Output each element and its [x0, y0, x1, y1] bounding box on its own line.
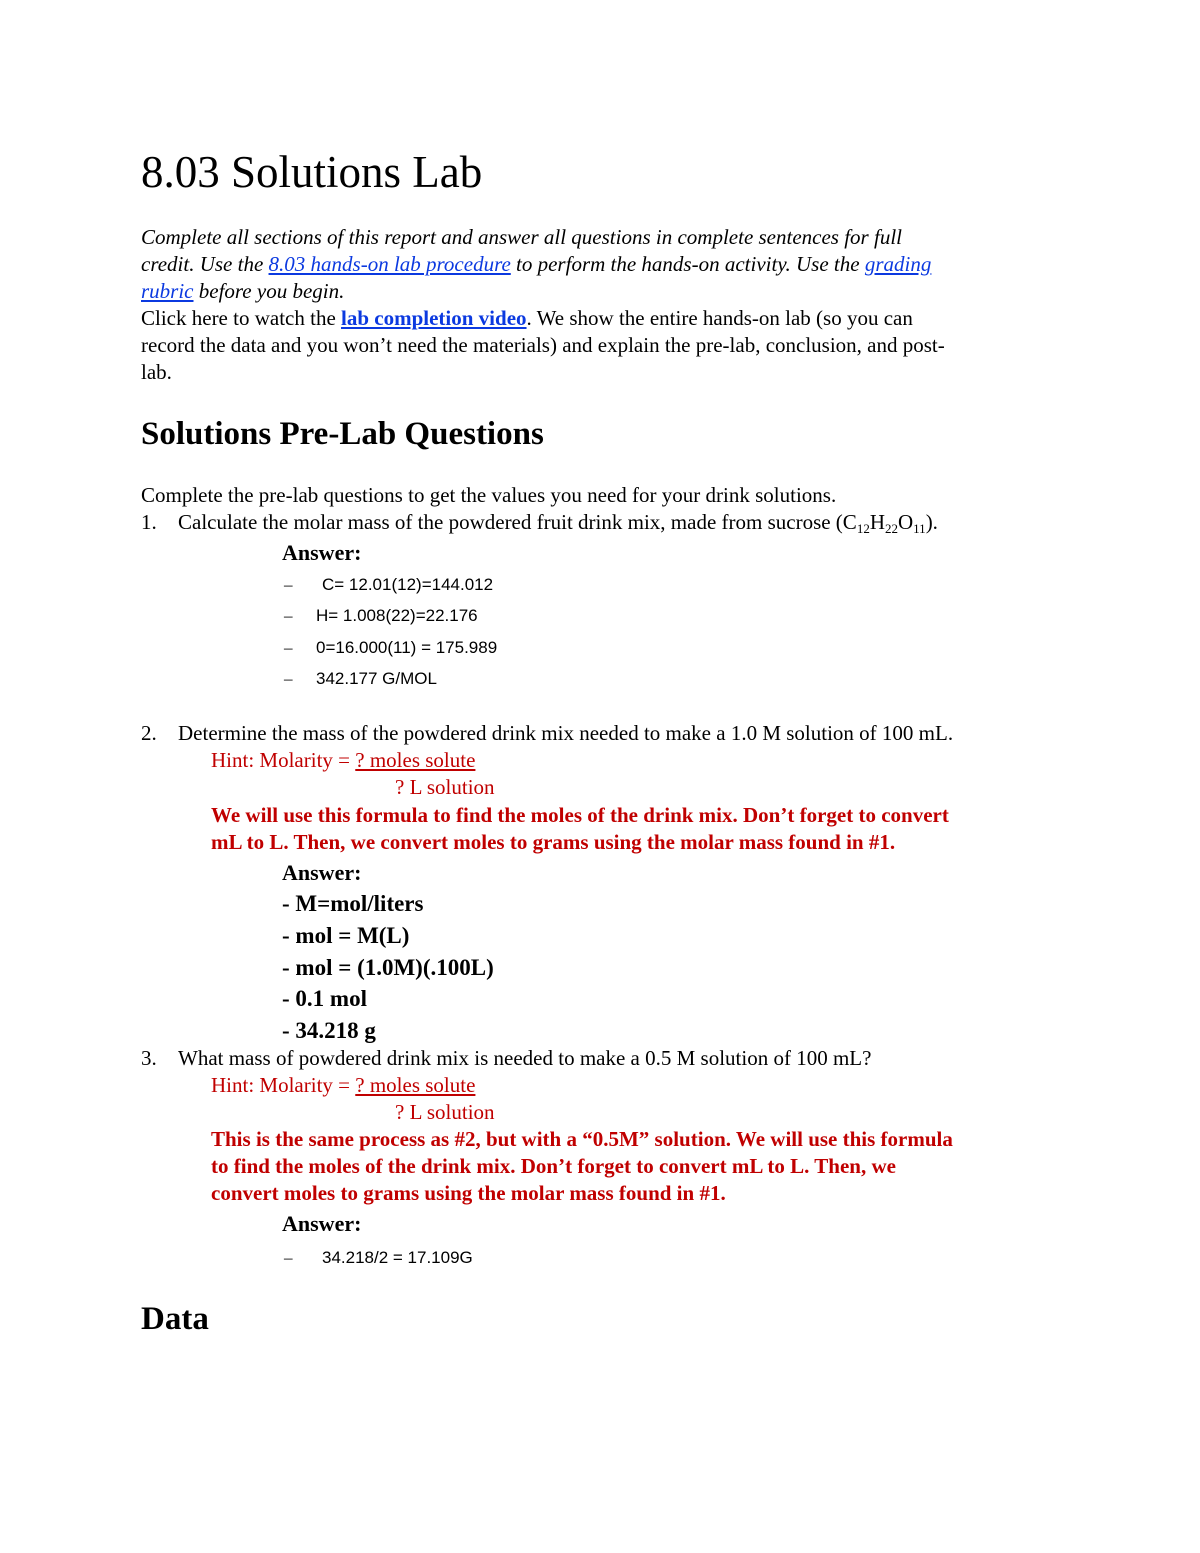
- q1-answer-3: 0=16.000(11) = 175.989: [316, 638, 498, 657]
- video-line-1: [141, 305, 913, 332]
- q3-hint: [211, 1072, 475, 1099]
- q3-bullet-1: –: [284, 1248, 293, 1267]
- prelab-heading: Solutions Pre-Lab Questions: [141, 416, 544, 452]
- intro-line-3: [141, 278, 344, 305]
- q1-sub-c: 12: [856, 521, 870, 536]
- q1-answer-4: 342.177 G/MOL: [316, 669, 437, 688]
- q2-text: Determine the mass of the powdered drink mix needed to make a 1.0 M solution of 100 mL.: [178, 721, 954, 745]
- data-heading: Data: [141, 1301, 209, 1337]
- q3-explain-3: convert moles to grams using the molar mass found in #1.: [211, 1181, 726, 1205]
- video-line-3: lab.: [141, 360, 172, 384]
- video-pre: Click here to watch the: [141, 306, 342, 330]
- q1-bullet-1: –: [284, 575, 293, 594]
- q1-sub-o: 11: [913, 521, 926, 536]
- q1-h: H: [869, 510, 885, 534]
- q3-hint-denominator: ? L solution: [395, 1100, 495, 1124]
- q2-answer-5: - 34.218 g: [282, 1018, 376, 1043]
- q3-text: What mass of powdered drink mix is needed to make a 0.5 M solution of 100 mL?: [178, 1046, 872, 1070]
- lab-video-link[interactable]: lab completion video: [341, 306, 527, 330]
- q1-text-post: ).: [925, 510, 938, 534]
- q1-answer-2: H= 1.008(22)=22.176: [316, 606, 478, 625]
- q1-answer-label: Answer:: [282, 540, 362, 565]
- q3-hint-pre: Hint: Molarity =: [211, 1073, 356, 1097]
- q3-explain-2: to find the moles of the drink mix. Don’t forget to convert mL to L. Then, we: [211, 1154, 896, 1178]
- q3-hint-numerator: ? moles solute: [355, 1073, 476, 1097]
- q1-answer-1: C= 12.01(12)=144.012: [322, 575, 494, 594]
- q2-hint-numerator: ? moles solute: [355, 748, 476, 772]
- video-post: . We show the entire hands-on lab (so you can: [526, 306, 913, 330]
- q1-number: 1.: [141, 510, 157, 534]
- q3-number: 3.: [141, 1046, 157, 1070]
- intro-line-1: Complete all sections of this report and answer all questions in complete sentences for full: [141, 225, 902, 249]
- q2-answer-2: - mol = M(L): [282, 923, 410, 948]
- page-title: 8.03 Solutions Lab: [141, 147, 483, 197]
- q2-answer-3: - mol = (1.0M)(.100L): [282, 955, 494, 980]
- intro-line-2-mid: to perform the hands-on activity. Use the: [510, 252, 865, 276]
- q2-hint: [211, 747, 475, 774]
- video-line-2: record the data and you won’t need the materials) and explain the pre-lab, conclusion, and post-: [141, 333, 945, 357]
- q2-hint-denominator: ? L solution: [395, 775, 495, 799]
- intro-line-2: [141, 251, 931, 278]
- q1-text: [178, 509, 938, 536]
- intro-line-3-post: before you begin.: [193, 279, 345, 303]
- rubric-link-part-1[interactable]: grading: [864, 252, 932, 276]
- q2-answer-4: - 0.1 mol: [282, 986, 367, 1011]
- procedure-link[interactable]: 8.03 hands-on lab procedure: [268, 252, 511, 276]
- q2-explain-1: We will use this formula to find the moles of the drink mix. Don’t forget to convert: [211, 803, 949, 827]
- q2-answer-1: - M=mol/liters: [282, 891, 424, 916]
- q1-bullet-3: –: [284, 638, 293, 657]
- q2-answer-label: Answer:: [282, 860, 362, 885]
- q2-number: 2.: [141, 721, 157, 745]
- q1-o: O: [897, 510, 914, 534]
- q1-bullet-4: –: [284, 669, 293, 688]
- q3-answer-label: Answer:: [282, 1211, 362, 1236]
- q2-hint-pre: Hint: Molarity =: [211, 748, 356, 772]
- q1-sub-h: 22: [884, 521, 898, 536]
- rubric-link-part-2[interactable]: rubric: [141, 279, 194, 303]
- q3-explain-1: This is the same process as #2, but with a “0.5M” solution. We will use this formula: [211, 1127, 953, 1151]
- q1-bullet-2: –: [284, 606, 293, 625]
- intro-line-2-pre: credit. Use the: [141, 252, 269, 276]
- q2-explain-2: mL to L. Then, we convert moles to grams using the molar mass found in #1.: [211, 830, 896, 854]
- q3-answer-1: 34.218/2 = 17.109G: [322, 1248, 473, 1267]
- prelab-instructions: Complete the pre-lab questions to get the values you need for your drink solutions.: [141, 483, 837, 507]
- q1-text-pre: Calculate the molar mass of the powdered fruit drink mix, made from sucrose (C: [178, 510, 857, 534]
